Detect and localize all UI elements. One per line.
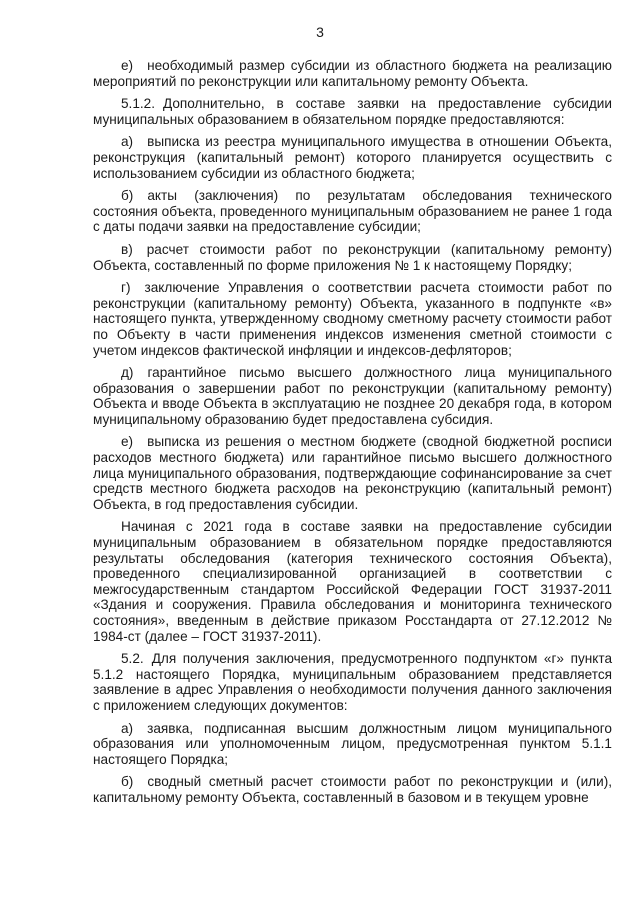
- page-number: 3: [316, 24, 324, 40]
- paragraph-label: д): [121, 365, 134, 381]
- paragraph-label: е): [121, 58, 134, 73]
- paragraph-subitem-a-extract: [93, 134, 612, 181]
- paragraph-subitem-b-acts: [93, 188, 612, 235]
- paragraph-text: акты (заключения) по результатам обследования технического состояния объекта, проведенного муниципальным образованием не ранее 1 года с даты подачи заявки на предоставление субсидии;: [93, 188, 612, 235]
- paragraph-text: заявка, подписанная высшим должностным лицом муниципального образования или уполномоченным лицом, предусмотренная пунктом 5.1.1 настоящего Порядка;: [93, 720, 612, 767]
- paragraph-label: в): [121, 241, 133, 257]
- paragraph-text: выписка из реестра муниципального имущества в отношении Объекта, реконструкция (капитальный ремонт) которого планируется осуществить с использованием субсидии из областного бюджета;: [93, 134, 612, 181]
- paragraph-text: Дополнительно, в составе заявки на предоставление субсидии муниципальных образованием в обязательном порядке предоставляются:: [93, 96, 612, 127]
- paragraph-subitem-d-guarantee: [93, 365, 612, 427]
- paragraph-label: г): [121, 280, 131, 296]
- paragraph-5-2: [93, 651, 612, 713]
- paragraph-text: Начиная с 2021 года в составе заявки на предоставление субсидии муниципальным образованием в обязательном порядке предоставляются результаты обследования (категория технического состояния Объекта), проведенного специализированной организацией в соответствии с межгосударственным стандартом Российской Федерации ГОСТ 31937-2011 «Здания и сооружения. Правила обследования и мониторинга технического состояния», введенным в действие приказом Росстандарта от 27.12.2012 № 1984-ст (далее – ГОСТ 31937-2011).: [93, 519, 612, 644]
- paragraph-subitem-g-conclusion: [93, 280, 612, 358]
- paragraph-text: необходимый размер субсидии из областного бюджета на реализацию мероприятий по реконструкции или капитальному ремонту Объекта.: [93, 58, 612, 89]
- paragraph-subitem-v-calculation: [93, 242, 612, 273]
- paragraph-label: 5.2.: [121, 651, 144, 667]
- paragraph-text: сводный сметный расчет стоимости работ по реконструкции и (или), капитальному ремонту Объекта, составленный в базовом и в текущем уровне: [93, 774, 612, 805]
- paragraph-subitem-e-budget: [93, 434, 612, 512]
- paragraph-label: б): [121, 188, 134, 204]
- document-body: [93, 58, 612, 813]
- paragraph-5-1-2: [93, 96, 612, 127]
- paragraph-text: Для получения заключения, предусмотренного подпунктом «г» пункта 5.1.2 настоящего Порядка, муниципальным образованием представляется заявление в адрес Управления о необходимости получения данного заключения с приложением следующих документов:: [93, 651, 612, 713]
- paragraph-text: выписка из решения о местном бюджете (сводной бюджетной росписи расходов местного бюджета) или гарантийное письмо высшего должностного лица муниципального образования, подтверждающие софинансирование за счет средств местного бюджета расходов на реконструкцию (капитальный ремонт) Объекта, в год предоставления субсидии.: [93, 434, 612, 512]
- paragraph-subitem-e-size: [93, 58, 612, 89]
- paragraph-label: е): [121, 434, 134, 450]
- paragraph-label: б): [121, 774, 134, 790]
- paragraph-text: гарантийное письмо высшего должностного лица муниципального образования о завершении работ по реконструкции (капитальному ремонту) Объекта и вводе Объекта в эксплуатацию не позднее 20 декабря года, в котором муниципальному образованию будет предоставлена субсидия.: [93, 365, 612, 427]
- paragraph-5-2-subitem-b: [93, 774, 612, 805]
- paragraph-5-2-subitem-a: [93, 721, 612, 768]
- paragraph-text: расчет стоимости работ по реконструкции (капитальному ремонту) Объекта, составленный по форме приложения № 1 к настоящему Порядку;: [93, 241, 612, 273]
- paragraph-label: а): [121, 134, 134, 150]
- paragraph-label: 5.1.2.: [121, 96, 156, 112]
- paragraph-text: заключение Управления о соответствии расчета стоимости работ по реконструкции (капитальному ремонту) Объекта, указанного в подпункте «в» настоящего пункта, утвержденному сводному сметному расчету стоимости работ по Объекту в части применения индексов изменения сметной стоимости с учетом индексов фактической инфляции и индексов-дефляторов;: [93, 280, 612, 358]
- paragraph-since-2021: [93, 519, 612, 644]
- paragraph-label: а): [121, 720, 134, 736]
